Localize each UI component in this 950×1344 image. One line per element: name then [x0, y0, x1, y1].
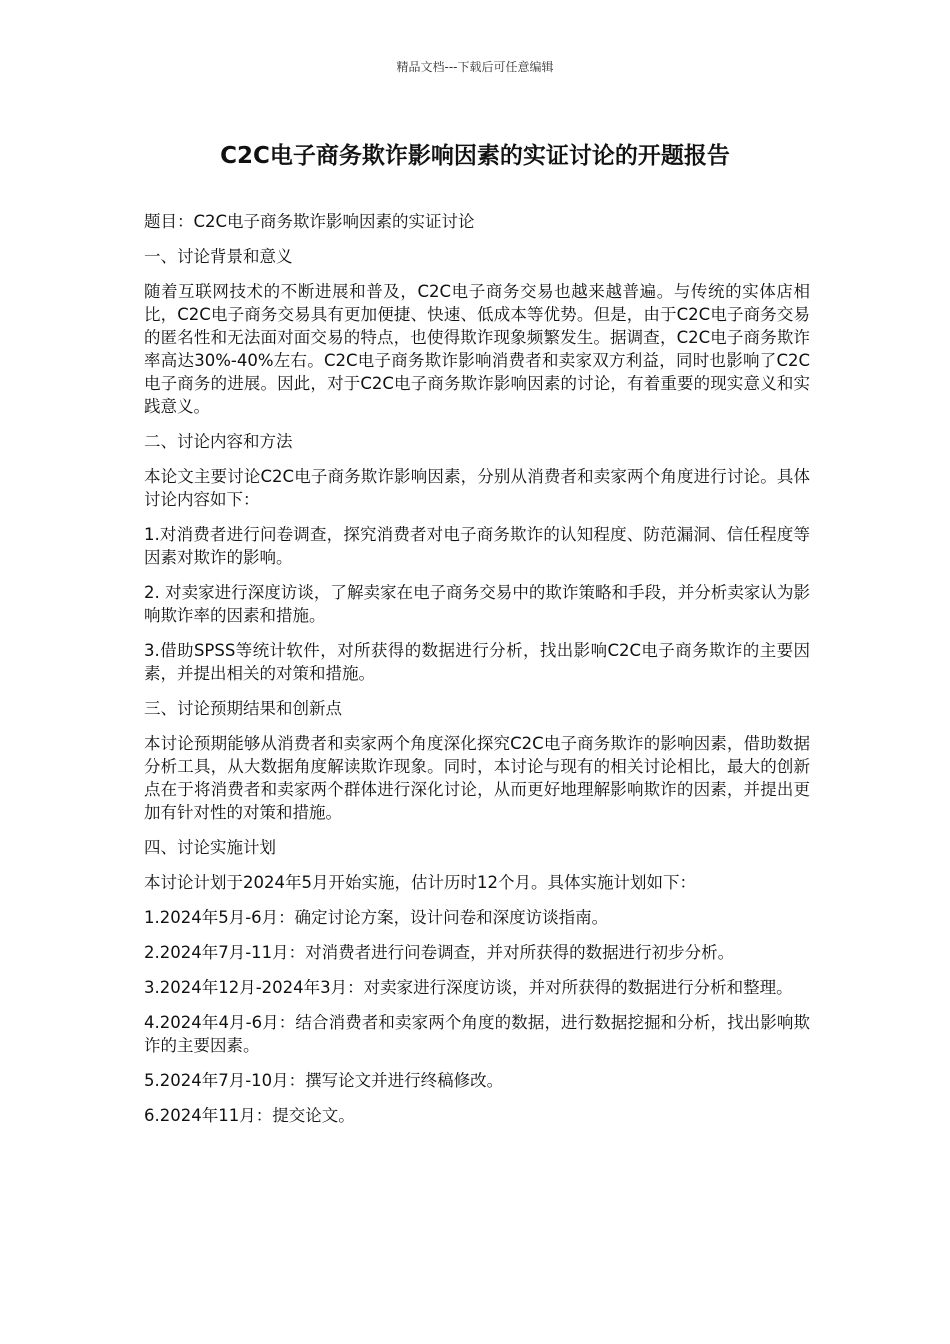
list-item-plan-1: 1.2024年5月-6月：确定讨论方案，设计问卷和深度访谈指南。: [144, 908, 609, 927]
paragraph-content-intro: 本论文主要讨论C2C电子商务欺诈影响因素，分别从消费者和卖家两个角度进行讨论。具体讨论内容如下：: [144, 467, 810, 509]
paragraph-expected-results: 本讨论预期能够从消费者和卖家两个角度深化探究C2C电子商务欺诈的影响因素，借助数据分析工具，从大数据角度解读欺诈现象。同时，本讨论与现有的相关讨论相比，最大的创新点在于将消费者和卖家两个群体进行深化讨论，从而更好地理解影响欺诈的因素，并提出更加有针对性的对策和措施。: [144, 734, 810, 822]
list-item-method-2: 2. 对卖家进行深度访谈，了解卖家在电子商务交易中的欺诈策略和手段，并分析卖家认为影响欺诈率的因素和措施。: [144, 583, 810, 625]
document-title: C2C电子商务欺诈影响因素的实证讨论的开题报告: [220, 143, 730, 169]
header-note: 精品文档---下载后可任意编辑: [396, 60, 554, 74]
list-item-plan-5: 5.2024年7月-10月：撰写论文并进行终稿修改。: [144, 1071, 504, 1090]
topic-line: 题目：C2C电子商务欺诈影响因素的实证讨论: [144, 212, 475, 231]
list-item-plan-4: 4.2024年4月-6月：结合消费者和卖家两个角度的数据，进行数据挖掘和分析，找出影响欺诈的主要因素。: [144, 1013, 810, 1055]
section-heading-expected-results: 三、讨论预期结果和创新点: [144, 699, 342, 718]
list-item-plan-2: 2.2024年7月-11月：对消费者进行问卷调查，并对所获得的数据进行初步分析。: [144, 943, 735, 962]
list-item-plan-6: 6.2024年11月：提交论文。: [144, 1106, 355, 1125]
paragraph-background: 随着互联网技术的不断进展和普及，C2C电子商务交易也越来越普遍。与传统的实体店相比，C2C电子商务交易具有更加便捷、快速、低成本等优势。但是，由于C2C电子商务交易的匿名性和无法面对面交易的特点，也使得欺诈现象频繁发生。据调查，C2C电子商务欺诈率高达30%-40%左右。C2C电子商务欺诈影响消费者和卖家双方利益，同时也影响了C2C电子商务的进展。因此，对于C2C电子商务欺诈影响因素的讨论，有着重要的现实意义和实践意义。: [144, 282, 810, 416]
section-heading-plan: 四、讨论实施计划: [144, 838, 276, 857]
section-heading-background: 一、讨论背景和意义: [144, 247, 293, 266]
list-item-plan-3: 3.2024年12月-2024年3月：对卖家进行深度访谈，并对所获得的数据进行分析和整理。: [144, 978, 793, 997]
section-heading-content-method: 二、讨论内容和方法: [144, 432, 293, 451]
paragraph-plan-intro: 本讨论计划于2024年5月开始实施，估计历时12个月。具体实施计划如下：: [144, 873, 696, 892]
document-body: [144, 210, 810, 1139]
list-item-method-1: 1.对消费者进行问卷调查，探究消费者对电子商务欺诈的认知程度、防范漏洞、信任程度等因素对欺诈的影响。: [144, 525, 810, 567]
list-item-method-3: 3.借助SPSS等统计软件，对所获得的数据进行分析，找出影响C2C电子商务欺诈的主要因素，并提出相关的对策和措施。: [144, 641, 810, 683]
